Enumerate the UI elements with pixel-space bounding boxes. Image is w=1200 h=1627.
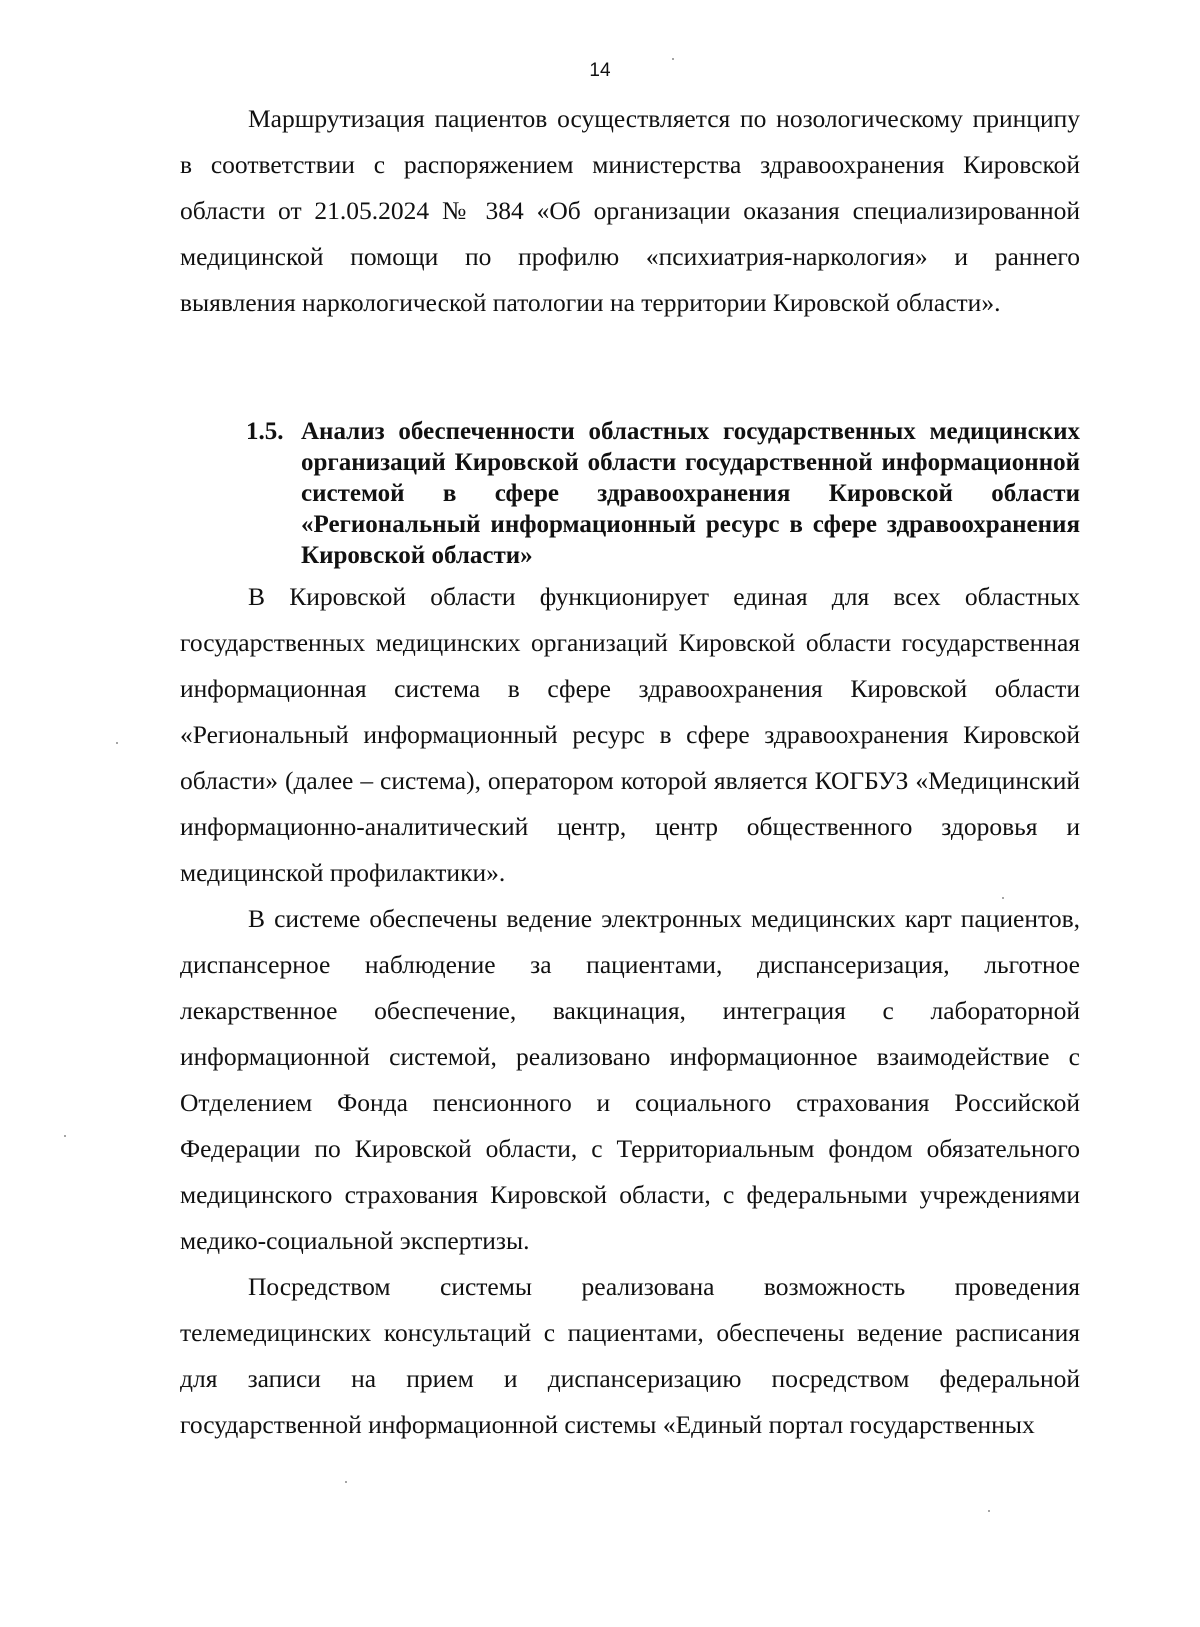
scan-speck (672, 58, 674, 60)
scan-speck (116, 742, 118, 744)
paragraph-system-features: В системе обеспечены ведение электронных медицинских карт пациентов, диспансерное наблюдение за пациентами, диспансеризация, льготное лекарственное обеспечение, вакцинация, интеграция с лабораторной информационной системой, реализовано информационное взаимодействие с Отделением Фонда пенсионного и социального страхования Российской Федерации по Кировской области, с Территориальным фондом обязательного медицинского страхования Кировской области, с федеральными учреждениями медико-социальной экспертизы. (180, 904, 1080, 1255)
section-title: Анализ обеспеченности областных государственных медицинских организаций Кировской области государственной информационной системой в сфере здравоохранения Кировской области «Региональный информационный ресурс в сфере здравоохранения Кировской области» (301, 418, 1080, 569)
scan-speck (1002, 897, 1004, 899)
main-text (180, 574, 1080, 1448)
page-number: 14 (589, 60, 611, 81)
scan-speck (64, 1135, 66, 1137)
intro-text (180, 96, 1080, 326)
paragraph-routing: Маршрутизация пациентов осуществляется по нозологическому принципу в соответствии с распоряжением министерства здравоохранения Кировской области от 21.05.2024 № 384 «Об организации оказания специализированной медицинской помощи по профилю «психиатрия-наркология» и раннего выявления наркологической патологии на территории Кировской области». (180, 104, 1080, 317)
paragraph-system-description: В Кировской области функционирует единая для всех областных государственных медицинских организаций Кировской области государственная информационная система в сфере здравоохранения Кировской области «Региональный информационный ресурс в сфере здравоохранения Кировской области» (далее – система), оператором которой является КОГБУЗ «Медицинский информационно-аналитический центр, центр общественного здоровья и медицинской профилактики». (180, 582, 1080, 887)
scan-speck (988, 1510, 990, 1512)
paragraph-telemedicine: Посредством системы реализована возможность проведения телемедицинских консультаций с пациентами, обеспечены ведение расписания для записи на прием и диспансеризацию посредством федеральной государственной информационной системы «Единый портал государственных (180, 1272, 1080, 1439)
section-number: 1.5. (246, 418, 284, 445)
scan-speck (345, 1481, 347, 1483)
